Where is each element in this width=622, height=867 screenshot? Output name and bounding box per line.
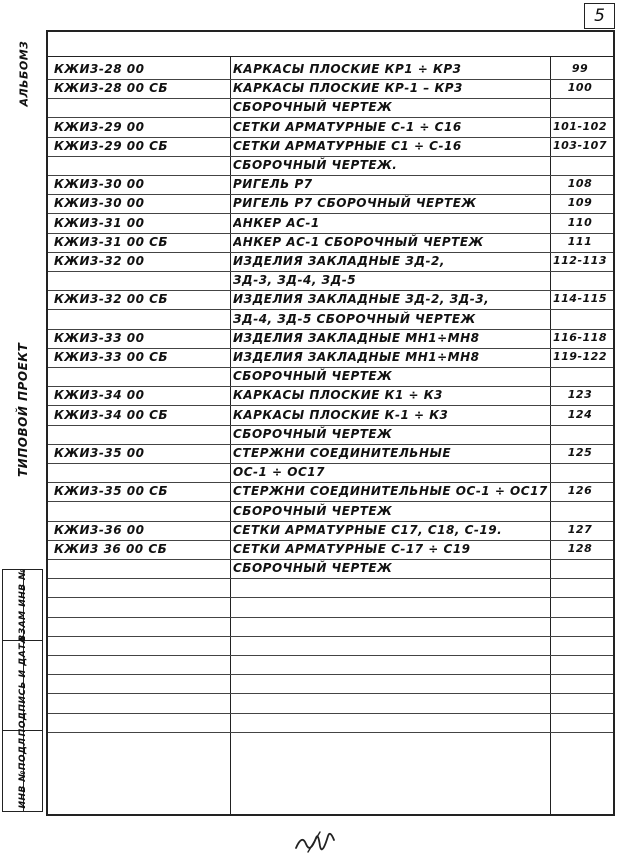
row-title: ИЗДЕЛИЯ ЗАКЛАДНЫЕ МН1÷МН8 [233,350,480,364]
row-title: ИЗДЕЛИЯ ЗАКЛАДНЫЕ МН1÷МН8 [233,330,480,345]
row-title: КАРКАСЫ ПЛОСКИЕ К1 ÷ К3 [233,388,443,403]
row-code [54,654,224,674]
row-page: 110 [567,215,593,229]
row-code: КЖИ3-28 00 [54,62,145,76]
row-code: КЖИ3-35 00 [54,446,145,460]
row-code [54,270,224,290]
row-page: 101-102 [553,119,607,133]
table-row [48,347,613,367]
row-page [550,597,610,617]
row-page [550,501,610,521]
row-code: КЖИ3-34 00 [54,388,145,403]
table-row [48,597,613,617]
row-page [550,462,610,482]
row-title: СЕТКИ АРМАТУРНЫЕ С1 ÷ С-16 [233,138,462,153]
row-page [550,712,610,732]
row-code [54,366,224,386]
row-page: 111 [567,234,593,248]
row-page: 116-118 [553,330,607,344]
row-code: КЖИ3-35 00 СБ [54,484,169,499]
table-row [48,366,613,386]
row-page [550,635,610,655]
table-row [48,251,613,271]
row-page [550,270,610,290]
row-code [54,97,224,117]
row-page: 128 [567,542,593,555]
row-code: КЖИ3-31 00 [54,215,145,230]
row-code: КЖИ3-29 00 СБ [54,138,169,153]
table-row [48,117,613,137]
row-page [550,654,610,674]
row-title: РИГЕЛЬ Р7 СБОРОЧНЫЙ ЧЕРТЕЖ [233,196,477,211]
table-row [48,136,613,156]
row-code [54,462,224,482]
stamp-replace-label: ВЗАМ ИНВ № [17,568,28,642]
table-row [48,97,613,117]
row-code [54,635,224,655]
table-row [48,481,613,501]
row-page: 127 [567,522,593,536]
row-title: СЕТКИ АРМАТУРНЫЕ С-1 ÷ С16 [233,119,462,134]
table-row [48,577,613,597]
table-row [48,520,613,540]
row-page [550,693,610,713]
table-row [48,193,613,213]
row-title: АНКЕР АС-1 [233,215,320,230]
row-title: СБОРОЧНЫЙ ЧЕРТЕЖ. [233,158,398,172]
table-row [48,59,613,79]
row-page [550,577,610,597]
row-code: КЖИ3-29 00 [54,119,145,134]
row-page: 123 [567,388,593,402]
row-page: 109 [567,196,593,210]
table-row [48,213,613,233]
stamp-cell-inv [3,730,42,814]
row-code: КЖИ3-33 00 СБ [54,350,169,364]
row-page: 126 [567,484,593,498]
row-title: КАРКАСЫ ПЛОСКИЕ К-1 ÷ К3 [233,407,449,422]
table-row [48,155,613,175]
row-title: СЕТКИ АРМАТУРНЫЕ С17, С18, С-19. [233,522,503,537]
row-page [550,97,610,117]
row-page: 112-113 [553,254,607,267]
row-title: АНКЕР АС-1 СБОРОЧНЫЙ ЧЕРТЕЖ [233,234,484,249]
stamp-cell-replace [3,570,42,640]
stamp-inv-label: ИНВ №ПОДЛ [17,736,28,809]
row-code: КЖИ3-28 00 СБ [54,81,169,96]
table-row [48,328,613,348]
table-row [48,232,613,252]
row-page [550,424,610,444]
row-title: СТЕРЖНИ СОЕДИНИТЕЛЬНЫЕ ОС-1 ÷ ОС17 [233,484,548,499]
row-title: ИЗДЕЛИЯ ЗАКЛАДНЫЕ ЗД-2, [233,254,445,268]
table-row [48,501,613,521]
table-row [48,693,613,713]
title-stamp [2,569,43,812]
table-row [48,78,613,98]
header-rule [48,56,613,57]
row-page: 103-107 [553,138,607,152]
table-row [48,443,613,463]
row-code [54,616,224,636]
row-page: 114-115 [553,292,607,306]
table-row [48,174,613,194]
table-row [48,309,613,329]
row-code: КЖИ3-31 00 СБ [54,234,169,249]
row-code: КЖИ3-32 00 СБ [54,292,169,307]
table-row [48,616,613,636]
row-code [54,309,224,329]
table-row [48,673,613,693]
table-row [48,635,613,655]
row-code [54,424,224,444]
row-code [54,597,224,617]
stamp-sign-label: ПОДПИСЬ И ДАТА [17,635,28,737]
row-page [550,673,610,693]
stamp-cell-sign [3,635,42,737]
row-code: КЖИ3-33 00 [54,330,145,345]
row-code [54,558,224,578]
project-type-label: ТИПОВОЙ ПРОЕКТ [16,342,30,477]
row-title: КАРКАСЫ ПЛОСКИЕ КР1 ÷ КР3 [233,62,462,76]
row-page [550,616,610,636]
row-page: 108 [567,177,593,191]
table-row [48,270,613,290]
table-row [48,539,613,559]
row-code: КЖИ3 36 00 СБ [54,542,168,556]
row-code: КЖИ3-30 00 [54,177,145,192]
row-code: КЖИ3-32 00 [54,254,145,268]
album-label: АЛЬБОМ3 [17,40,31,107]
table-row [48,289,613,309]
row-code [54,155,224,175]
row-code [54,693,224,713]
row-page [550,309,610,329]
row-page: 100 [567,81,593,95]
row-code [54,501,224,521]
row-code: КЖИ3-30 00 [54,196,145,211]
table-row [48,654,613,674]
table-row [48,385,613,405]
row-code [54,577,224,597]
row-title: СЕТКИ АРМАТУРНЫЕ С-17 ÷ С19 [233,542,471,556]
table-row [48,712,613,732]
row-rule [48,732,613,733]
row-code [54,673,224,693]
row-title: СБОРОЧНЫЙ ЧЕРТЕЖ [233,369,393,384]
row-page: 119-122 [553,350,607,363]
row-code: КЖИ3-34 00 СБ [54,407,169,422]
row-title: ЗД-4, ЗД-5 СБОРОЧНЫЙ ЧЕРТЕЖ [233,311,476,326]
signature-mark [290,826,345,860]
table-row [48,558,613,578]
row-title: РИГЕЛЬ Р7 [233,177,313,192]
row-page: 124 [567,407,593,421]
row-page [550,155,610,175]
page-number: 5 [584,3,615,29]
row-title: ИЗДЕЛИЯ ЗАКЛАДНЫЕ ЗД-2, ЗД-3, [233,292,490,307]
row-title: ОС-1 ÷ ОС17 [233,465,325,480]
row-title: СБОРОЧНЫЙ ЧЕРТЕЖ [233,503,393,518]
row-title: СБОРОЧНЫЙ ЧЕРТЕЖ [233,426,393,441]
row-title: СБОРОЧНЫЙ ЧЕРТЕЖ [233,100,393,115]
row-title: СТЕРЖНИ СОЕДИНИТЕЛЬНЫЕ [233,446,452,460]
row-page [550,366,610,386]
row-code: КЖИ3-36 00 [54,522,145,537]
row-page: 99 [571,62,589,75]
row-title: СБОРОЧНЫЙ ЧЕРТЕЖ [233,561,393,576]
row-code [54,712,224,732]
row-page [550,558,610,578]
row-title: ЗД-3, ЗД-4, ЗД-5 [233,273,357,288]
table-row [48,424,613,444]
table-row [48,462,613,482]
row-page: 125 [567,446,593,459]
table-row [48,405,613,425]
row-title: КАРКАСЫ ПЛОСКИЕ КР-1 – КР3 [233,81,463,96]
